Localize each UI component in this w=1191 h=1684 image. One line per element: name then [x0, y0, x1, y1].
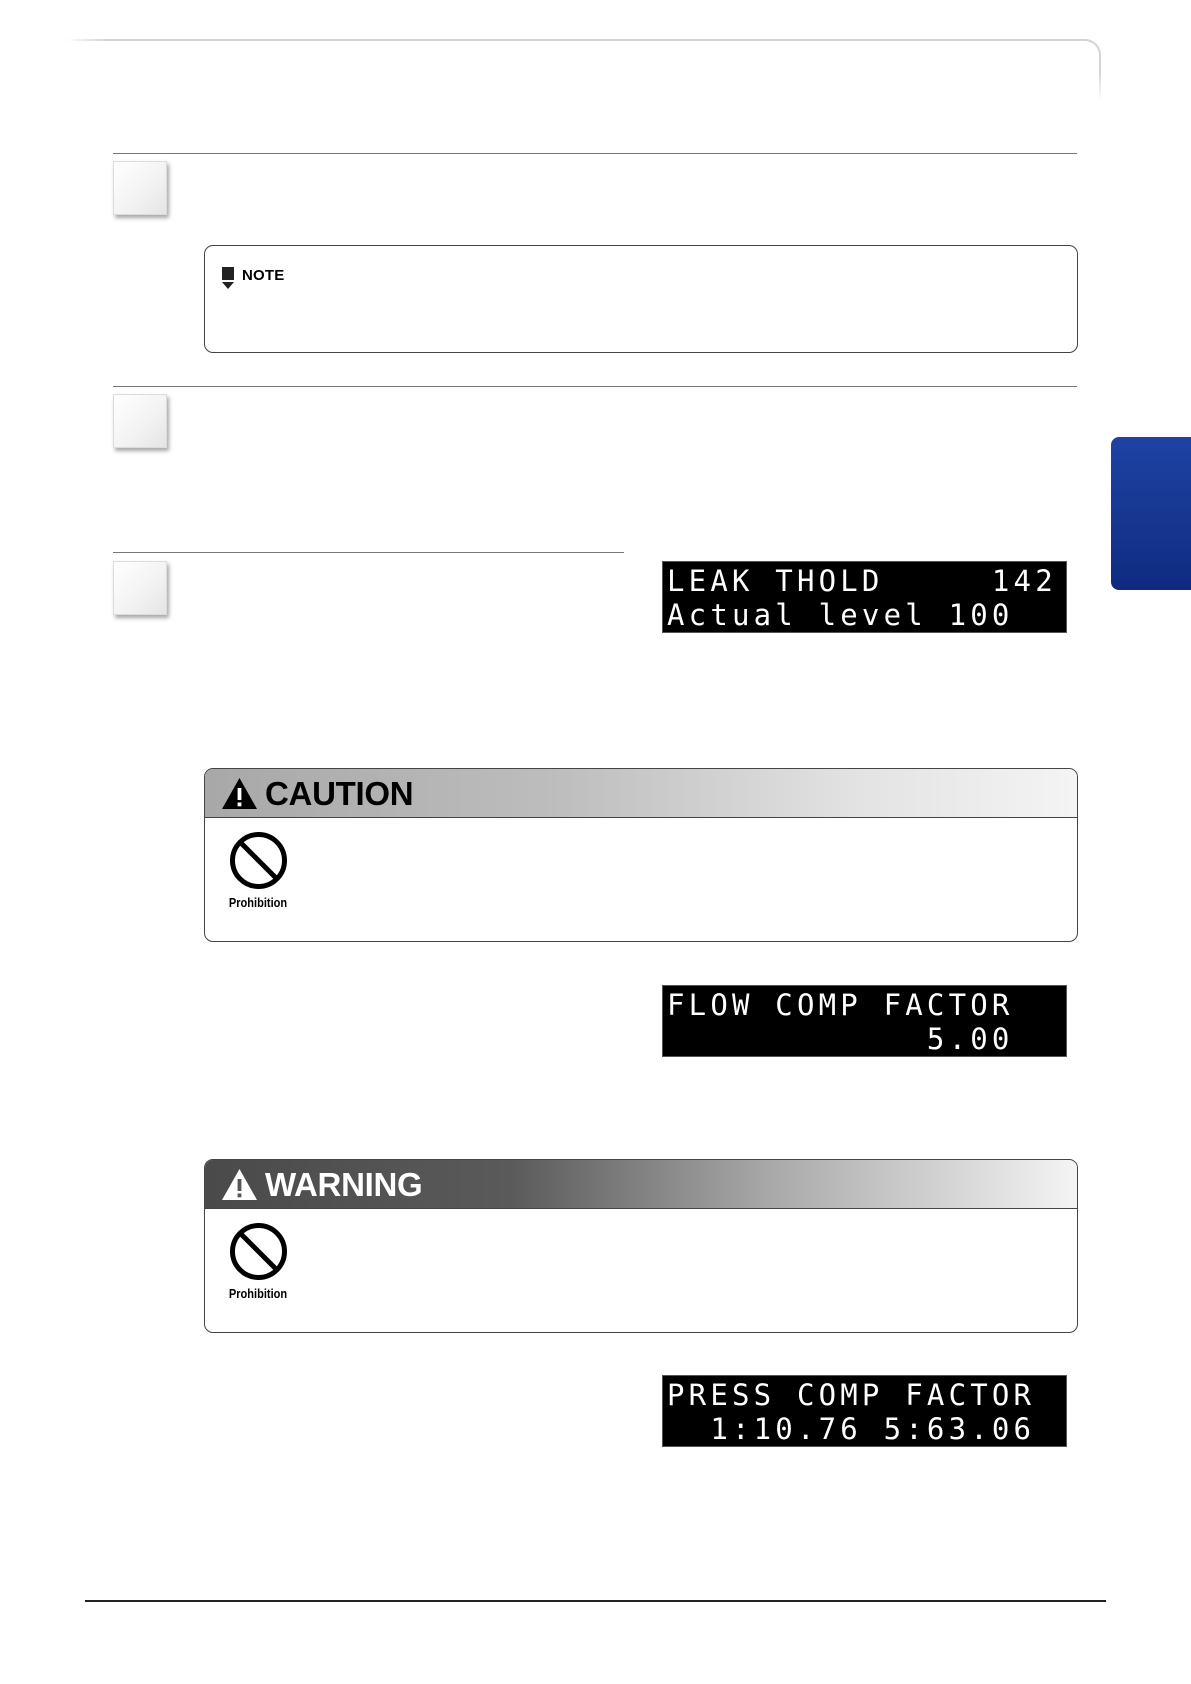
- page-header-frame: [68, 39, 1101, 81]
- exclamation-triangle-icon: [221, 777, 258, 810]
- prohibition-icon: [229, 1222, 288, 1281]
- note-label: NOTE: [242, 267, 285, 284]
- step-1-divider: [113, 153, 1077, 154]
- step-2-divider: [113, 386, 1077, 387]
- step-2-number-box: [113, 394, 167, 448]
- chapter-side-tab: [1111, 437, 1191, 590]
- step-3-number-box: [113, 561, 167, 615]
- lcd-line-2: 1:10.76 5:63.06: [667, 1412, 1036, 1446]
- warning-title: WARNING: [265, 1166, 423, 1203]
- lcd-line-1: PRESS COMP FACTOR: [667, 1378, 1036, 1412]
- caution-title: CAUTION: [265, 775, 414, 812]
- exclamation-triangle-icon: [221, 1168, 258, 1201]
- lcd-flow-comp-display: [662, 985, 1067, 1057]
- note-box: [204, 245, 1078, 353]
- lcd-press-comp-display: [662, 1375, 1067, 1447]
- caution-box: [204, 768, 1078, 942]
- warning-body: [205, 1209, 1077, 1331]
- step-1-number-box: [113, 161, 167, 215]
- step-3-divider: [113, 552, 624, 553]
- lcd-line-1: LEAK THOLD 142: [667, 564, 1057, 598]
- footer-divider: [85, 1600, 1106, 1602]
- prohibition-label: Prohibition: [228, 895, 288, 910]
- lcd-line-2: Actual level 100: [667, 598, 1014, 632]
- caution-header: [205, 769, 1077, 818]
- lcd-leak-threshold-display: [662, 561, 1067, 633]
- prohibition-label: Prohibition: [228, 1286, 288, 1301]
- caution-body: [205, 818, 1077, 940]
- lcd-line-2: 5.00: [667, 1022, 1014, 1056]
- prohibition-icon: [229, 831, 288, 890]
- warning-box: [204, 1159, 1078, 1333]
- warning-header: [205, 1160, 1077, 1209]
- note-marker-icon: [221, 267, 235, 289]
- lcd-line-1: FLOW COMP FACTOR: [667, 988, 1014, 1022]
